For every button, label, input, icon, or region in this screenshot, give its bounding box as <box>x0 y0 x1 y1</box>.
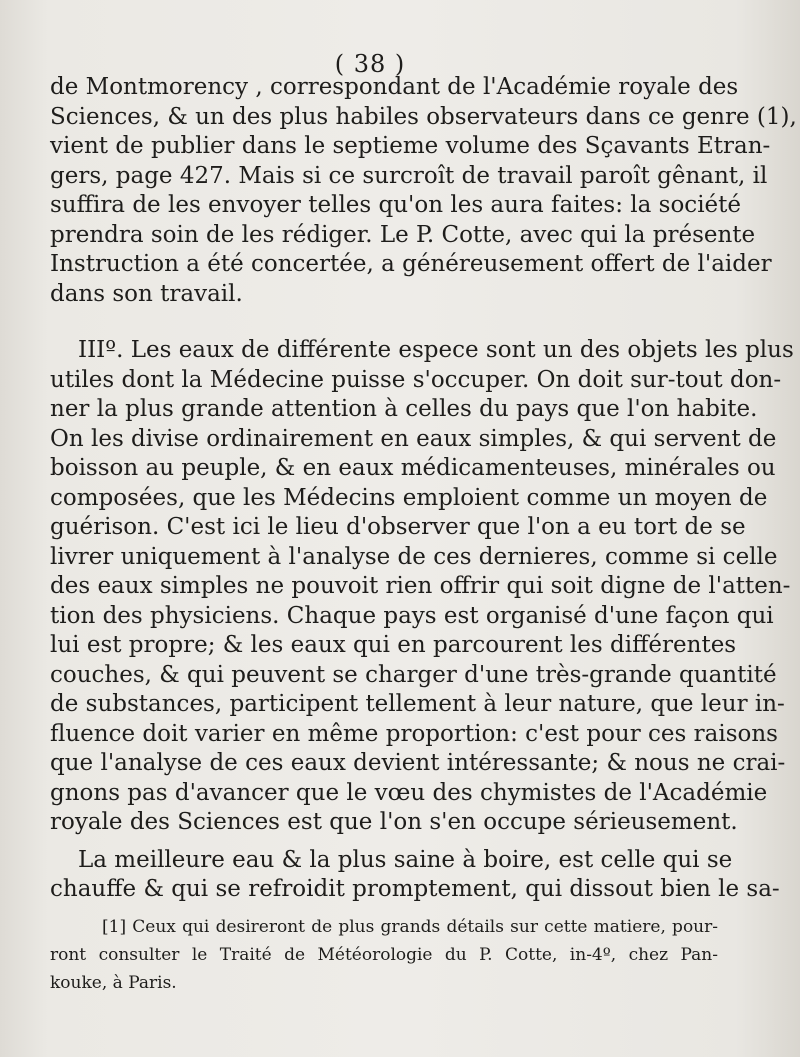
text-line: guérison. C'est ici le lieu d'observer que l'on a eu tort de se <box>50 514 746 540</box>
text-line: chauffe & qui se refroidit promptement, qui dissout bien le sa- <box>50 876 780 902</box>
text-line: couches, & qui peuvent se charger d'une très-grande quantité <box>50 661 777 688</box>
text-line: royale des Sciences est que l'on s'en occupe sérieusement. <box>50 809 738 835</box>
text-line: que l'analyse de ces eaux devient intéressante; & nous ne crai- <box>50 750 786 776</box>
text-line: utiles dont la Médecine puisse s'occuper. On doit sur-tout don- <box>50 366 782 393</box>
footnote-line: kouke, à Paris. <box>50 973 177 993</box>
text-line: On les divise ordinairement en eaux simples, & qui servent de <box>50 425 777 452</box>
text-line: composées, que les Médecins emploient comme un moyen de <box>50 484 768 511</box>
text-line: gers, page 427. Mais si ce surcroît de travail paroît gênant, il <box>50 162 768 189</box>
text-line: IIIº. Les eaux de différente espece sont un des objets les plus <box>78 337 794 363</box>
text-line: ner la plus grande attention à celles du pays que l'on habite. <box>50 396 758 422</box>
paragraph-3 <box>50 846 780 905</box>
page-number: ( 38 ) <box>334 50 406 78</box>
text-line: tion des physiciens. Chaque pays est organisé d'une façon qui <box>50 602 774 629</box>
text-line: de Montmorency , correspondant de l'Académie royale des <box>50 74 739 100</box>
text-line: Instruction a été concertée, a généreusement offert de l'aider <box>50 251 772 277</box>
text-line: prendra soin de les rédiger. Le P. Cotte, avec qui la présente <box>50 221 756 248</box>
text-line: fluence doit varier en même proportion: c'est pour ces raisons <box>50 720 778 747</box>
footnote <box>50 913 718 997</box>
paragraph-2 <box>50 336 794 838</box>
footnote-line: [1] Ceux qui desireront de plus grands détails sur cette matiere, pour- <box>102 917 718 937</box>
text-line: dans son travail. <box>50 280 243 307</box>
text-line: de substances, participent tellement à leur nature, que leur in- <box>50 691 785 717</box>
text-line: des eaux simples ne pouvoit rien offrir qui soit digne de l'atten- <box>50 573 791 599</box>
text-line: suffira de les envoyer telles qu'on les aura faites: la société <box>50 192 742 218</box>
text-line: vient de publier dans le septieme volume des Sçavants Etran- <box>50 133 771 159</box>
text-line: La meilleure eau & la plus saine à boire, est celle qui se <box>78 846 733 873</box>
body-text <box>50 73 797 905</box>
paragraph-1 <box>50 73 797 309</box>
text-line: Sciences, & un des plus habiles observateurs dans ce genre (1), <box>50 103 797 130</box>
text-line: gnons pas d'avancer que le vœu des chymistes de l'Académie <box>50 779 768 806</box>
text-line: boisson au peuple, & en eaux médicamenteuses, minérales ou <box>50 455 776 481</box>
footnote-line: ront consulter le Traité de Météorologie du P. Cotte, in-4º, chez Pan- <box>50 945 718 965</box>
text-line: lui est propre; & les eaux qui en parcourent les différentes <box>50 632 737 658</box>
text-line: livrer uniquement à l'analyse de ces dernieres, comme si celle <box>50 543 778 570</box>
